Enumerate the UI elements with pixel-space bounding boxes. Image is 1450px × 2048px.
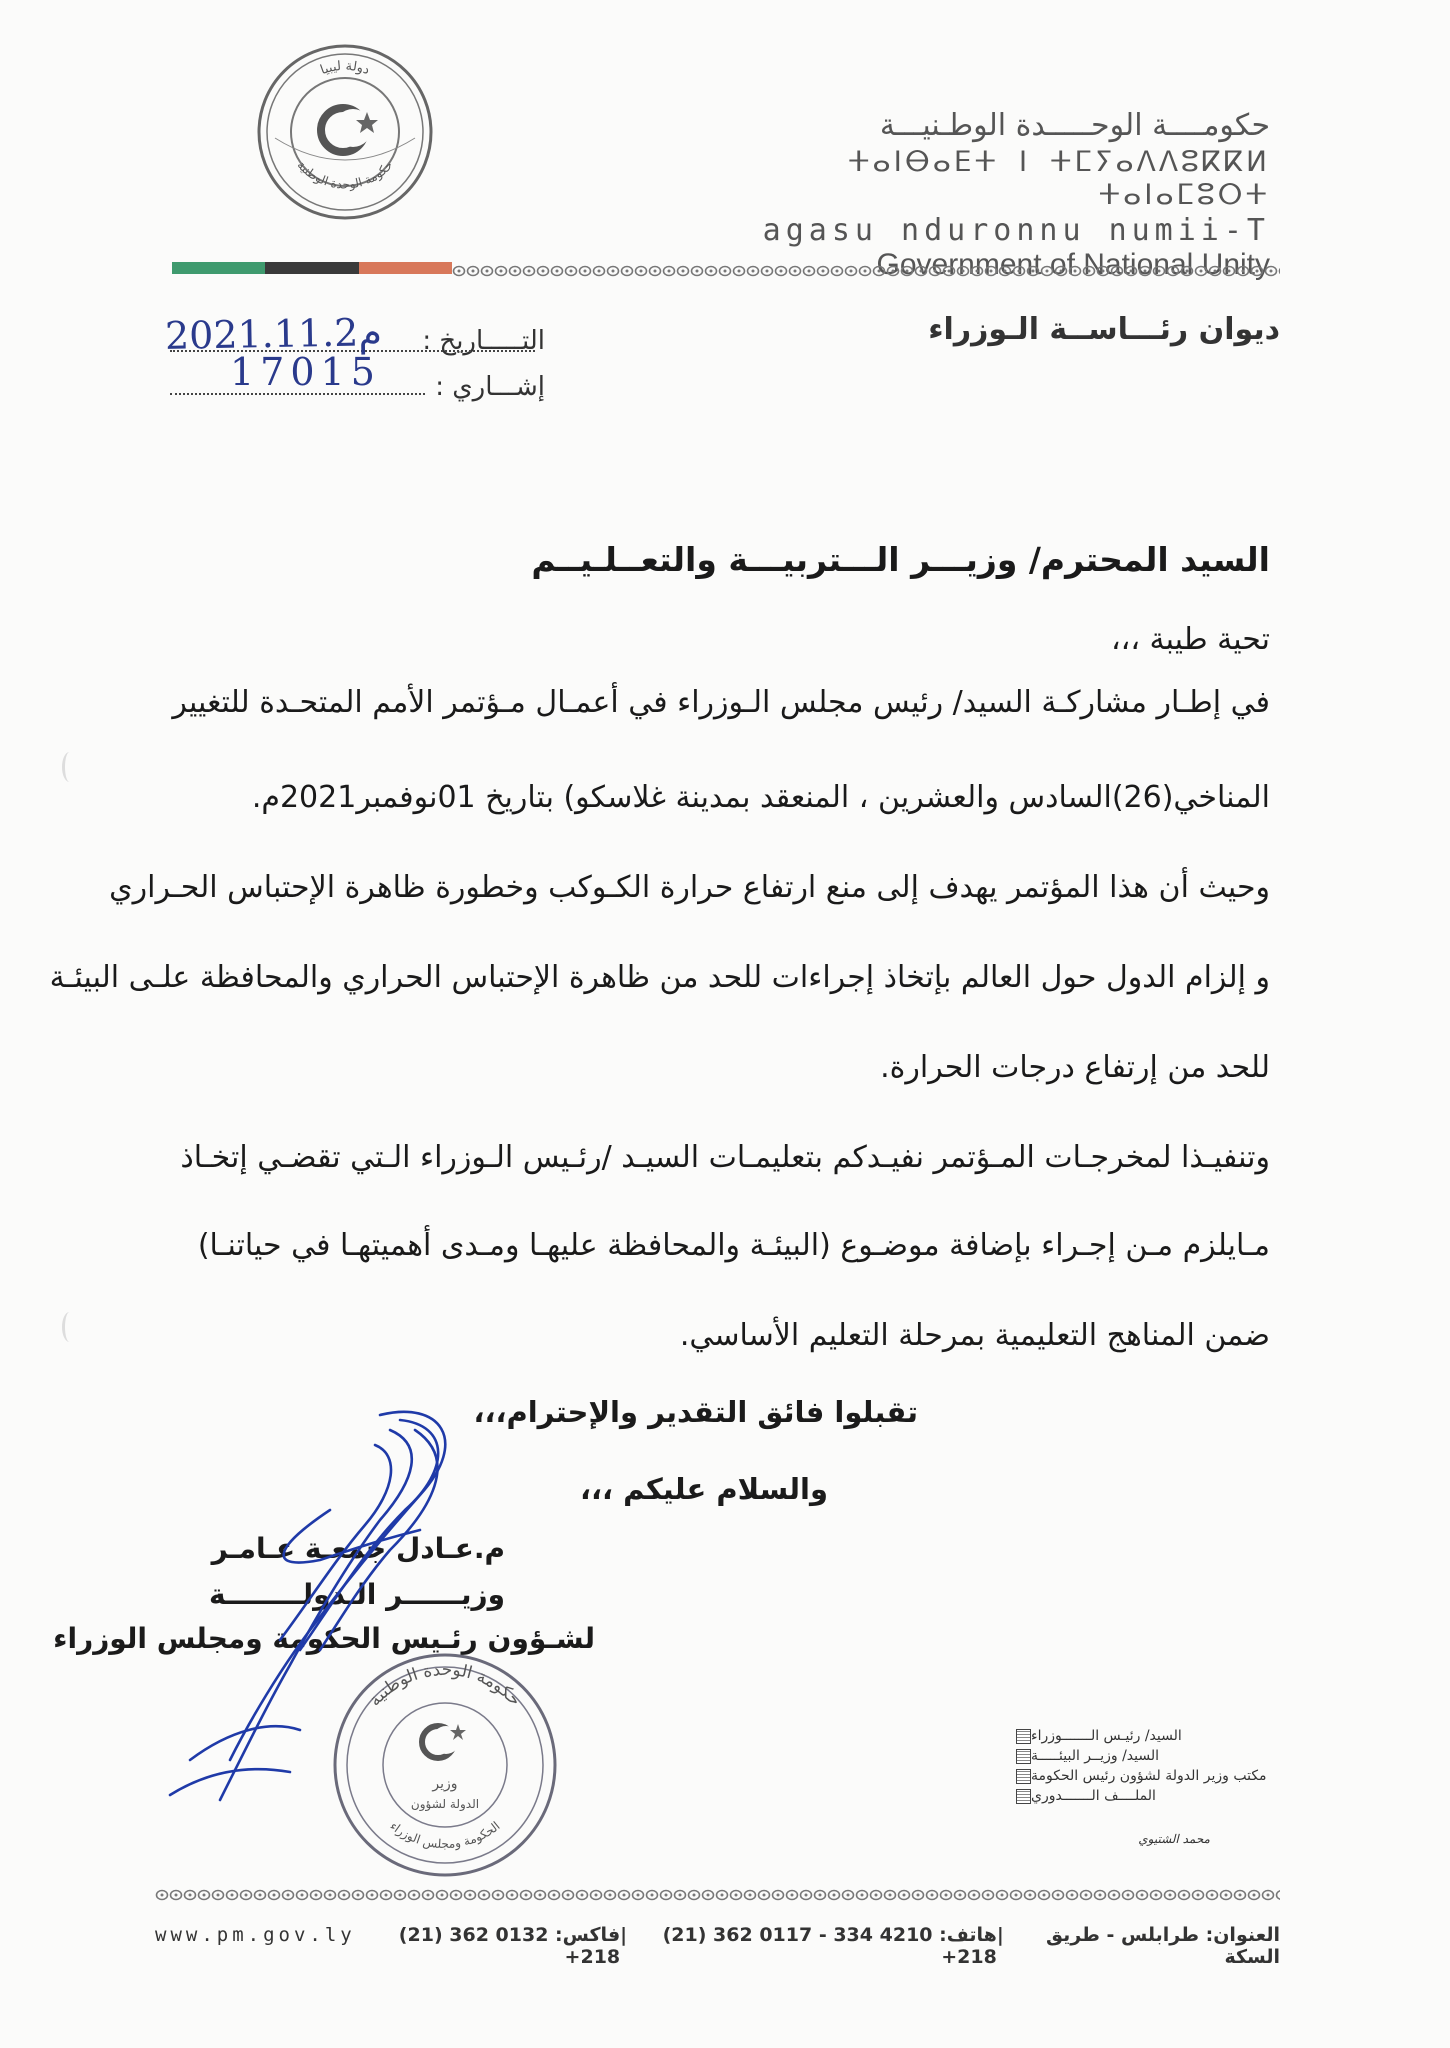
body-line-3: وحيث أن هذا المؤتمر يهدف إلى منع ارتفاع حرارة الكـوكب وخطورة ظاهرة الإحتباس الحـراري: [109, 870, 1270, 905]
state-emblem-logo: [255, 42, 435, 222]
body-line-6: وتنفيـذا لمخرجـات المـؤتمر نفيـدكم بتعليمـات السيـد /رئـيس الـوزراء الـتي تقضـي إتخـاذ: [180, 1140, 1270, 1175]
signatory-title: وزيــــــر الـدولــــــــة: [209, 1578, 505, 1611]
body-line-1: في إطـار مشاركـة السيد/ رئيس مجلس الـوزراء في أعمـال مـؤتمر الأمم المتحـدة للتغيير: [172, 685, 1270, 720]
salutation-line: والسلام عليكم ،،،: [580, 1472, 828, 1506]
addressee-line: السيد المحترم/ وزيـــر الـــتربيـــة والتعــلـيــم: [531, 540, 1270, 579]
handwritten-date-value: 2021.11.2: [164, 310, 359, 358]
flag-bar-green: [172, 262, 265, 274]
flag-bar-dark: [265, 262, 358, 274]
body-line-4: و إلزام الدول حول العالم بإتخاذ إجراءات للحد من ظاهرة الإحتباس الحراري والمحافظة علـى البيئـة: [49, 960, 1270, 995]
greeting-line: تحية طيبة ،،،: [1110, 622, 1270, 657]
government-name-latin: agasu nduronnu numii-T: [762, 213, 1270, 248]
footer-phone: هاتف: 4210 334 - 0117 362 (21) 218+: [662, 1924, 997, 1968]
reference-label: إشـــاري :: [435, 372, 545, 402]
handwritten-reference-number: 17015: [230, 350, 381, 394]
government-name-block: [710, 108, 1270, 282]
official-stamp: [330, 1650, 560, 1880]
signatory-office: لشـؤون رئـيس الحكومة ومجلس الوزراء: [53, 1622, 595, 1655]
footer-address: العنوان: طرابلس - طريق السكة: [1045, 1924, 1280, 1968]
handwritten-date-suffix: م: [358, 310, 383, 355]
flag-bar-red: [359, 262, 452, 274]
cc-box-icon: [1016, 1729, 1031, 1744]
body-line-7: مـايلزم مـن إجـراء بإضافة موضـوع (البيئـة والمحافظة عليهـا ومـدى أهميتهـا في حياتنـا): [197, 1228, 1270, 1263]
cc-item: الملــــف الـــــــدوري: [1010, 1788, 1270, 1804]
cc-item: مكتب وزير الدولة لشؤون رئيس الحكومة: [1010, 1768, 1270, 1784]
cc-distribution-list: [1010, 1728, 1270, 1808]
footer-fax: فاكس: 0132 362 (21) 218+: [398, 1924, 621, 1968]
footer-website: www.pm.gov.ly: [155, 1924, 356, 1946]
cc-box-icon: [1016, 1789, 1031, 1804]
footer-separator: |: [996, 1924, 1004, 1946]
footer-contact-bar: [155, 1924, 1280, 1968]
signatory-name: م.عـادل جمعـة عـامـر: [211, 1532, 505, 1565]
cc-item: السيد/ وزيــر البيئـــــة: [1010, 1748, 1270, 1764]
svg-text:الحكومة ومجلس الوزراء: الحكومة ومجلس الوزراء: [387, 1818, 503, 1851]
closing-line: تقبلوا فائق التقدير والإحترام،،،: [473, 1395, 918, 1429]
body-line-2: المناخي(26)السادس والعشرين ، المنعقد بمدينة غلاسكو) بتاريخ 01نوفمبر2021م.: [251, 780, 1270, 815]
header-ornament-border: [452, 264, 1280, 278]
body-line-8: ضمن المناهج التعليمية بمرحلة التعليم الأساسي.: [679, 1318, 1270, 1353]
flag-color-bar: [172, 262, 452, 274]
svg-text:الدولة لشؤون: الدولة لشؤون: [410, 1797, 480, 1811]
body-line-5: للحد من إرتفاع درجات الحرارة.: [880, 1050, 1270, 1085]
date-label: التـــــاريخ :: [422, 326, 545, 356]
cc-note: محمد الشتيوي: [1138, 1832, 1210, 1846]
punch-hole-bottom: [62, 1312, 77, 1342]
footer-ornament-border: [155, 1888, 1280, 1902]
cc-box-icon: [1016, 1769, 1031, 1784]
government-name-arabic: حكومــــة الوحـــــدة الوطـنيـــة: [879, 108, 1270, 143]
svg-text:حكومة الوحدة الوطنية: حكومة الوحدة الوطنية: [365, 1659, 525, 1711]
punch-hole-top: [62, 752, 77, 782]
cc-box-icon: [1016, 1749, 1031, 1764]
svg-text:وزير: وزير: [432, 1776, 458, 1792]
office-title: ديوان رئـــاســة الـوزراء: [928, 312, 1280, 347]
svg-text:حكومة الوحدة الوطنية: حكومة الوحدة الوطنية: [294, 157, 396, 192]
cc-item: السيد/ رئيـس الـــــــوزراء: [1010, 1728, 1270, 1744]
svg-text:دولة ليبيا: دولة ليبيا: [318, 58, 372, 79]
government-name-tifinagh: ⵜⴰⵏⴱⴰⴹⵜ ⵏ ⵜⵎⵢⴰⴷⴷⵓⴽⴽⵍ ⵜⴰⵏⴰⵎⵓⵔⵜ: [848, 145, 1270, 211]
footer-separator: |: [620, 1924, 628, 1946]
